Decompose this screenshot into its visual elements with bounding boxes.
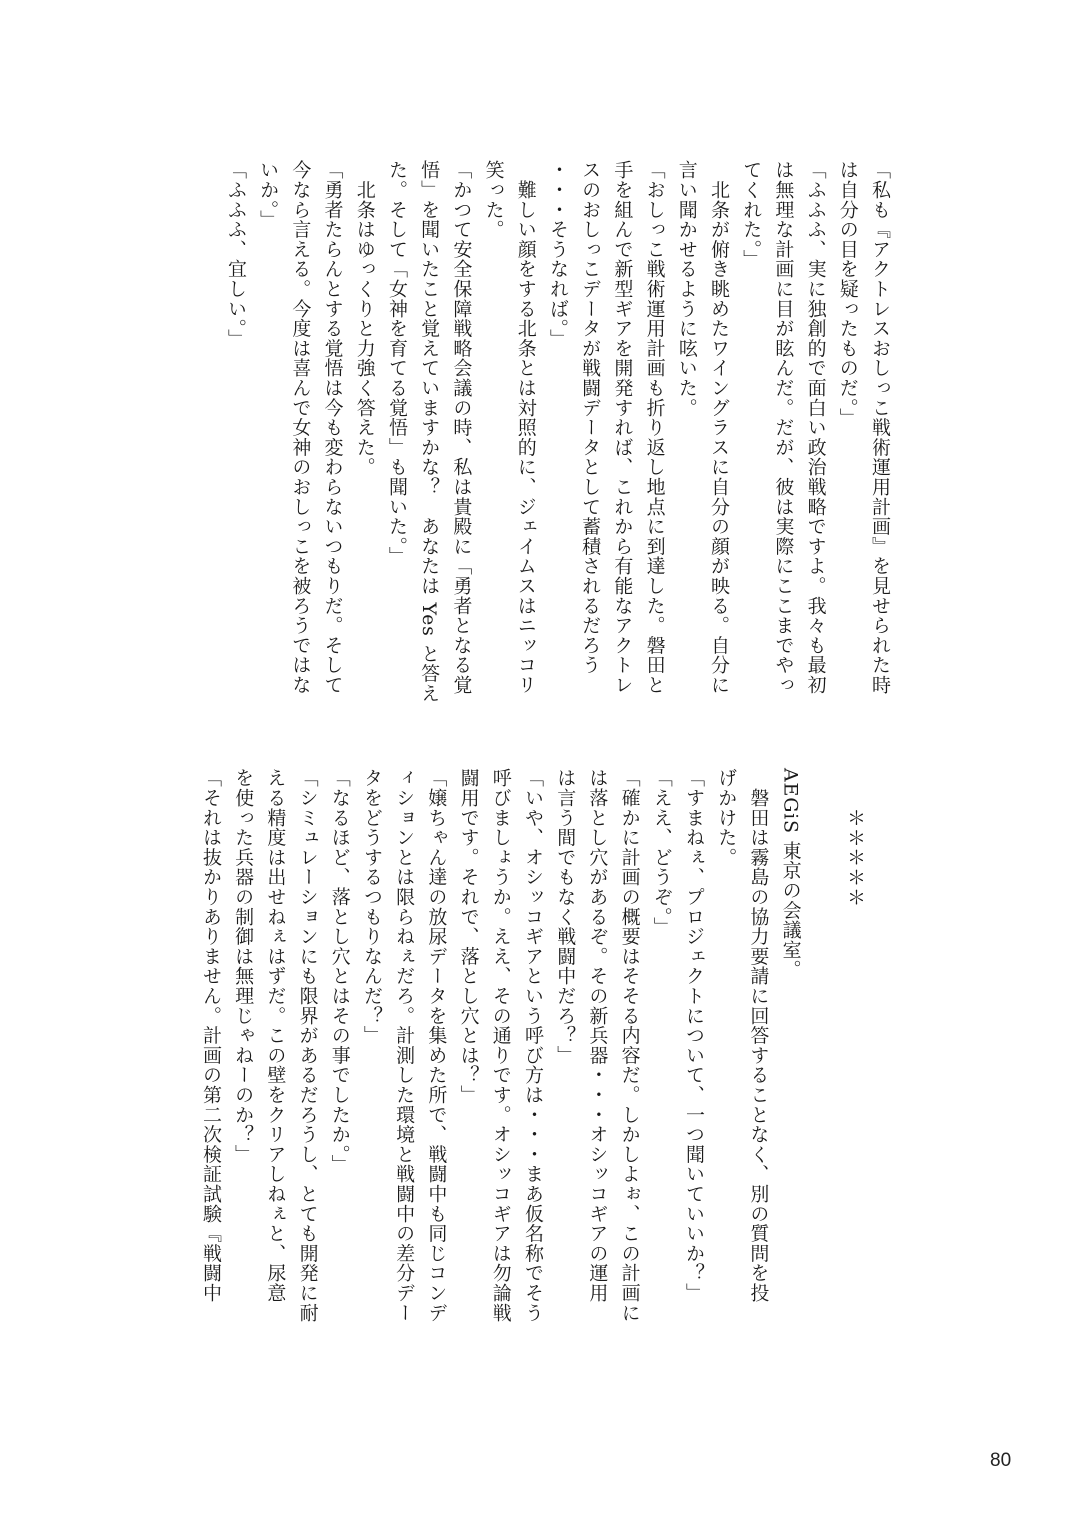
- page-number: 80: [990, 1450, 1012, 1471]
- text-line: 「すまねぇ、プロジェクトについて、一つ聞いていいか？」: [683, 768, 705, 1303]
- text-line: 「ふふふ、宜しい。」: [224, 160, 247, 349]
- text-line: 「私も『アクトレスおしっこ戦術運用計画』を見せられた時: [869, 160, 891, 695]
- text-line: を使った兵器の制御は無理じゃねーのか？」: [232, 768, 255, 1164]
- text-line: は言う間でもなく戦闘中だろ？」: [554, 768, 577, 1065]
- text-line: タをどうするつもりなんだ？」: [360, 768, 383, 1046]
- text-line: げかけた。: [715, 768, 738, 867]
- section-separator: ＊＊＊＊＊: [844, 808, 866, 907]
- text-line: 磐田は霧島の協力要請に回答することなく、別の質問を投: [747, 768, 770, 1303]
- text-line: 北条が俯き眺めたワイングラスに自分の顔が映る。自分に: [707, 160, 730, 695]
- text-line: 呼びましょうか。ええ、その通りです。オシッコギアは勿論戦: [489, 768, 512, 1323]
- text-line: 「それは抜かりありません。計画の第二次検証試験『戦闘中: [199, 768, 222, 1303]
- text-block-top: [220, 160, 896, 730]
- text-block-bottom: [195, 768, 871, 1378]
- text-line: は自分の目を疑ったものだ。」: [836, 160, 859, 428]
- text-line: た。そして「女神を育てる覚悟」も聞いた。」: [385, 160, 408, 567]
- text-line: は無理な計画に目が眩んだ。だが、彼は実際にここまでやっ: [772, 160, 795, 695]
- text-line: 闘用です。それで、落とし穴とは？」: [457, 768, 480, 1105]
- text-line: 難しい顔をする北条とは対照的に、ジェイムスはニッコリ: [514, 160, 537, 695]
- text-line: 「シミュレーションにも限界があるだろうし、とても開発に耐: [296, 768, 319, 1323]
- text-line: 手を組んで新型ギアを開発すれば、これから有能なアクトレ: [611, 160, 634, 695]
- text-line: てくれた。」: [740, 160, 763, 270]
- text-line: 「確かに計画の概要はそそる内容だ。しかしよぉ、この計画に: [618, 768, 641, 1323]
- text-line: 笑った。: [482, 160, 505, 240]
- text-line: 悟」を聞いたこと覚えていますかな？ あなたは Yes と答え: [418, 160, 441, 703]
- text-line: 今なら言える。今度は喜んで女神のおしっこを被ろうではな: [289, 160, 312, 695]
- text-line: 「勇者たらんとする覚悟は今も変わらないつもりだ。そして: [321, 160, 344, 695]
- text-line: ィションとは限らねぇだろ。計測した環境と戦闘中の差分デー: [393, 768, 416, 1323]
- text-line: 「ええ、どうぞ。」: [650, 768, 673, 937]
- text-line: 「かつて安全保障戦略会議の時、私は貴殿に「勇者となる覚: [450, 160, 473, 695]
- text-line: 「ふふふ、実に独創的で面白い政治戦略ですよ。我々も最初: [804, 160, 827, 695]
- text-line: は落とし穴があるぞ。その新兵器・・・オシッコギアの運用: [586, 768, 609, 1303]
- text-line: スのおしっこデータが戦闘データとして蓄積されるだろう: [579, 160, 602, 675]
- text-line: いか。」: [257, 160, 280, 230]
- text-line: 「なるほど、落とし穴とはその事でしたか。」: [328, 768, 351, 1175]
- text-line: 北条はゆっくりと力強く答えた。: [353, 160, 376, 477]
- text-line: 言い聞かせるように呟いた。: [675, 160, 698, 418]
- text-line: 「いや、オシッコギアという呼び方は・・・まあ仮名称でそう: [521, 768, 544, 1323]
- text-line: ・・・そうなれば。」: [546, 160, 569, 349]
- text-line: 「おしっこ戦術運用計画も折り返し地点に到達した。磐田と: [643, 160, 666, 695]
- text-line: 「嬢ちゃん達の放尿データを集めた所で、戦闘中も同じコンデ: [425, 768, 448, 1323]
- blank-line: [807, 768, 839, 1338]
- text-line: AEGiS 東京の会議室。: [779, 768, 802, 980]
- text-line: える精度は出せねぇはずだ。この壁をクリアしねぇと、尿意: [264, 768, 287, 1303]
